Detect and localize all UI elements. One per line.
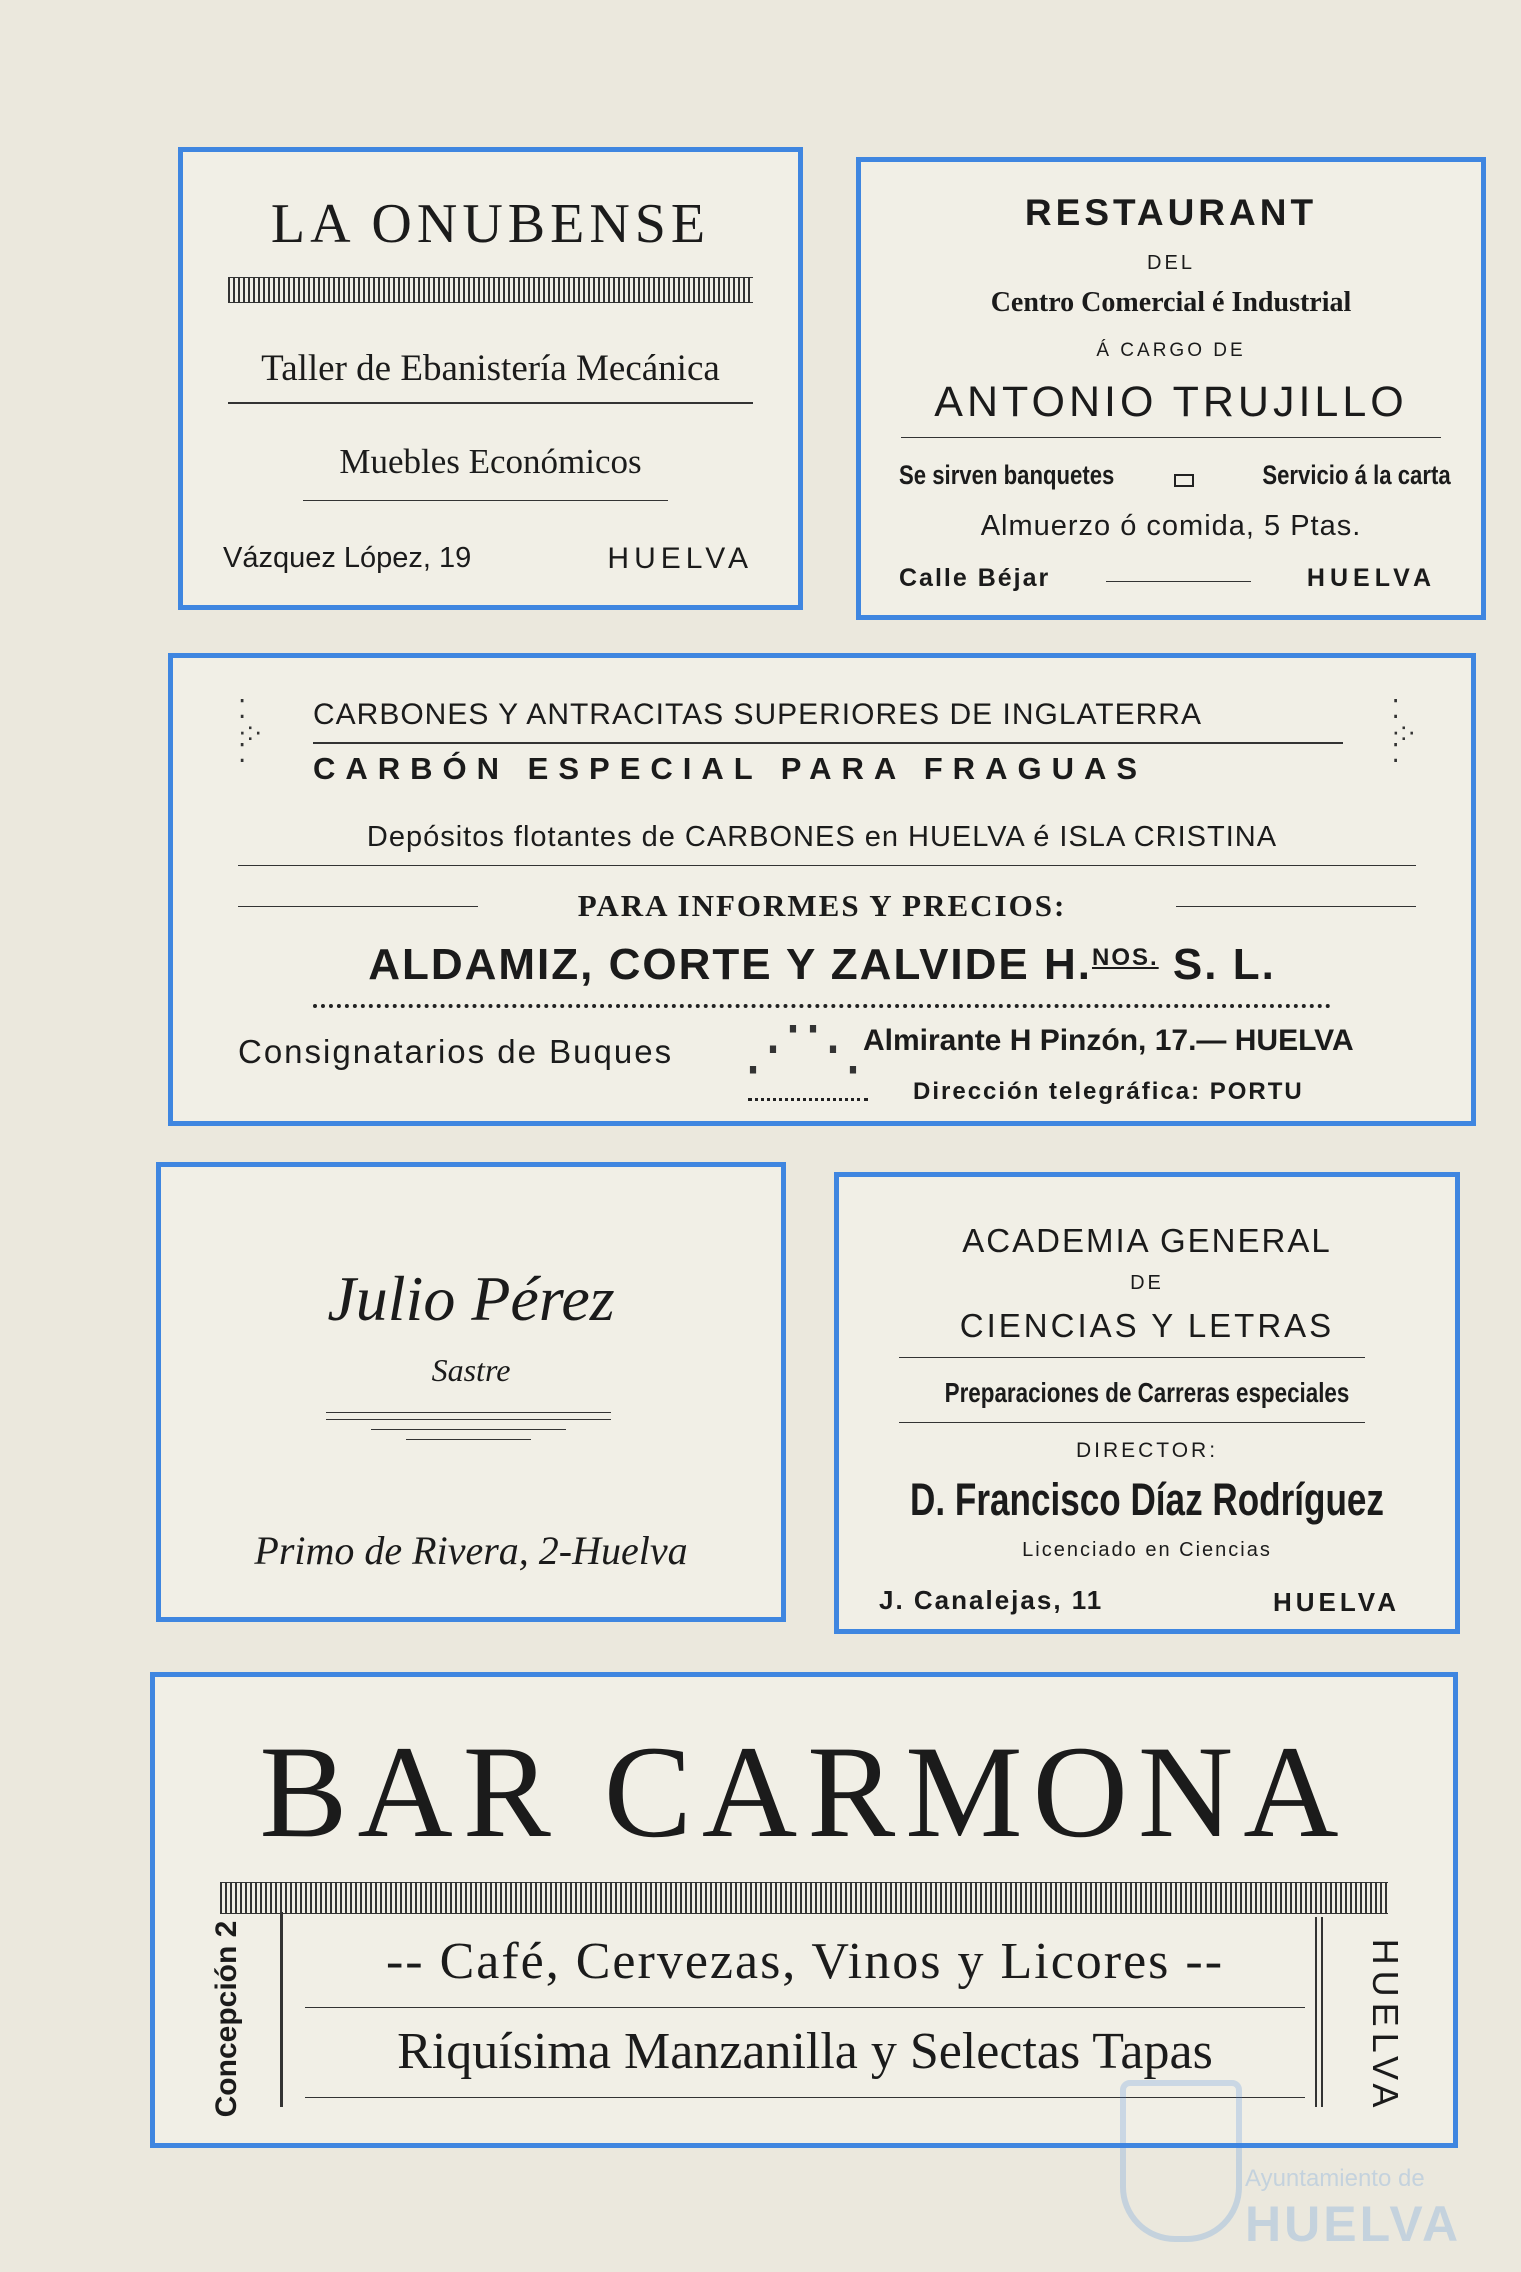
ad-line: Taller de Ebanistería Mecánica — [261, 348, 720, 389]
ad-line: Muebles Económicos — [339, 442, 642, 481]
ad-carbones — [168, 653, 1476, 1126]
director-name: D. Francisco Díaz Rodríguez — [910, 1474, 1384, 1525]
vertical-divider — [280, 1912, 283, 2107]
divider — [326, 1412, 611, 1413]
ad-line: Consignatarios de Buques — [238, 1033, 674, 1070]
ad-street: Calle Béjar — [899, 564, 1051, 592]
ad-line: Almuerzo ó comida, 5 Ptas. — [980, 510, 1362, 542]
divider — [326, 1419, 611, 1420]
ad-address: J. Canalejas, 11 — [879, 1585, 1104, 1615]
ad-restaurant — [856, 157, 1486, 620]
ad-line: Preparaciones de Carreras especiales — [944, 1377, 1350, 1408]
company-name-main: ALDAMIZ, CORTE Y ZALVIDE H. — [368, 940, 1092, 989]
side-label-left: Concepción 2 — [210, 1920, 243, 2118]
ad-line: Dirección telegráfica: PORTU — [913, 1078, 1304, 1105]
ad-address: Primo de Rivera, 2-Huelva — [254, 1528, 688, 1573]
ad-city: HUELVA — [1272, 1587, 1400, 1617]
ornament-cross-icon: ⋰⋱ — [743, 1014, 863, 1081]
ad-address: Almirante H Pinzón, 17.— HUELVA — [863, 1024, 1354, 1057]
ad-title: CIENCIAS Y LETRAS — [959, 1307, 1335, 1344]
divider — [901, 437, 1441, 438]
ad-title: BAR CARMONA — [259, 1718, 1349, 1865]
ornament-right-icon: ⁚ ·:· ⁚ — [1391, 694, 1416, 768]
ad-la-onubense — [178, 147, 803, 610]
ad-line: Depósitos flotantes de CARBONES en HUELVA é ISLA CRISTINA — [366, 821, 1278, 853]
ad-line: CARBONES Y ANTRACITAS SUPERIORES DE INGLATERRA — [313, 698, 1202, 731]
ad-line: PARA INFORMES Y PRECIOS: — [577, 888, 1067, 923]
ad-title: Julio Pérez — [327, 1263, 615, 1334]
ad-small: Á CARGO DE — [1096, 340, 1246, 361]
ad-city: HUELVA — [1306, 564, 1436, 592]
divider — [406, 1439, 531, 1440]
divider — [371, 1429, 566, 1430]
ad-small: Licenciado en Ciencias — [1022, 1539, 1272, 1561]
dotted-divider — [748, 1098, 868, 1101]
company-name — [173, 940, 1471, 990]
ad-service: Servicio á la carta — [1262, 460, 1451, 490]
dotted-divider — [313, 1004, 1331, 1008]
company-name-suffix: S. L. — [1172, 940, 1276, 989]
ad-city: HUELVA — [607, 542, 753, 575]
ad-line: Riquísima Manzanilla y Selectas Tapas — [397, 2023, 1213, 2080]
watermark — [1100, 2060, 1500, 2260]
ad-line: CARBÓN ESPECIAL PARA FRAGUAS — [313, 751, 1148, 786]
company-name-sup: NOS. — [1091, 944, 1159, 971]
divider — [305, 2007, 1305, 2008]
shield-icon — [1120, 2080, 1242, 2242]
ad-service: Se sirven banquetes — [899, 460, 1115, 490]
divider — [303, 500, 668, 501]
ad-small: DIRECTOR: — [1075, 1439, 1219, 1462]
ad-trade: Sastre — [431, 1352, 511, 1388]
divider — [899, 1422, 1365, 1423]
watermark-line2: HUELVA — [1245, 2196, 1462, 2252]
divider — [1106, 581, 1251, 582]
ornament-left-icon: ⁚ ·:· ⁚ — [238, 694, 263, 768]
ad-small: DEL — [1147, 252, 1195, 274]
ad-line: -- Café, Cervezas, Vinos y Licores -- — [385, 1933, 1225, 1990]
hatch-divider — [220, 1882, 1388, 1914]
ad-julio-perez — [156, 1162, 786, 1622]
ad-small: DE — [1130, 1272, 1164, 1294]
ad-title: RESTAURANT — [1024, 192, 1318, 233]
ad-title: ACADEMIA GENERAL — [962, 1222, 1332, 1259]
divider — [228, 402, 753, 404]
ad-title: LA ONUBENSE — [270, 193, 711, 255]
ad-line: Centro Comercial é Industrial — [990, 287, 1352, 318]
divider — [238, 865, 1416, 866]
side-label-right: HUELVA — [1365, 1938, 1406, 2114]
ad-academia — [834, 1172, 1460, 1634]
ad-name: ANTONIO TRUJILLO — [934, 378, 1408, 426]
hatch-divider — [228, 277, 753, 303]
divider — [313, 742, 1343, 744]
watermark-line1: Ayuntamiento de — [1245, 2165, 1425, 2192]
divider — [1176, 906, 1416, 907]
ad-address: Vázquez López, 19 — [223, 542, 472, 574]
separator-icon — [1174, 474, 1194, 487]
divider — [899, 1357, 1365, 1358]
